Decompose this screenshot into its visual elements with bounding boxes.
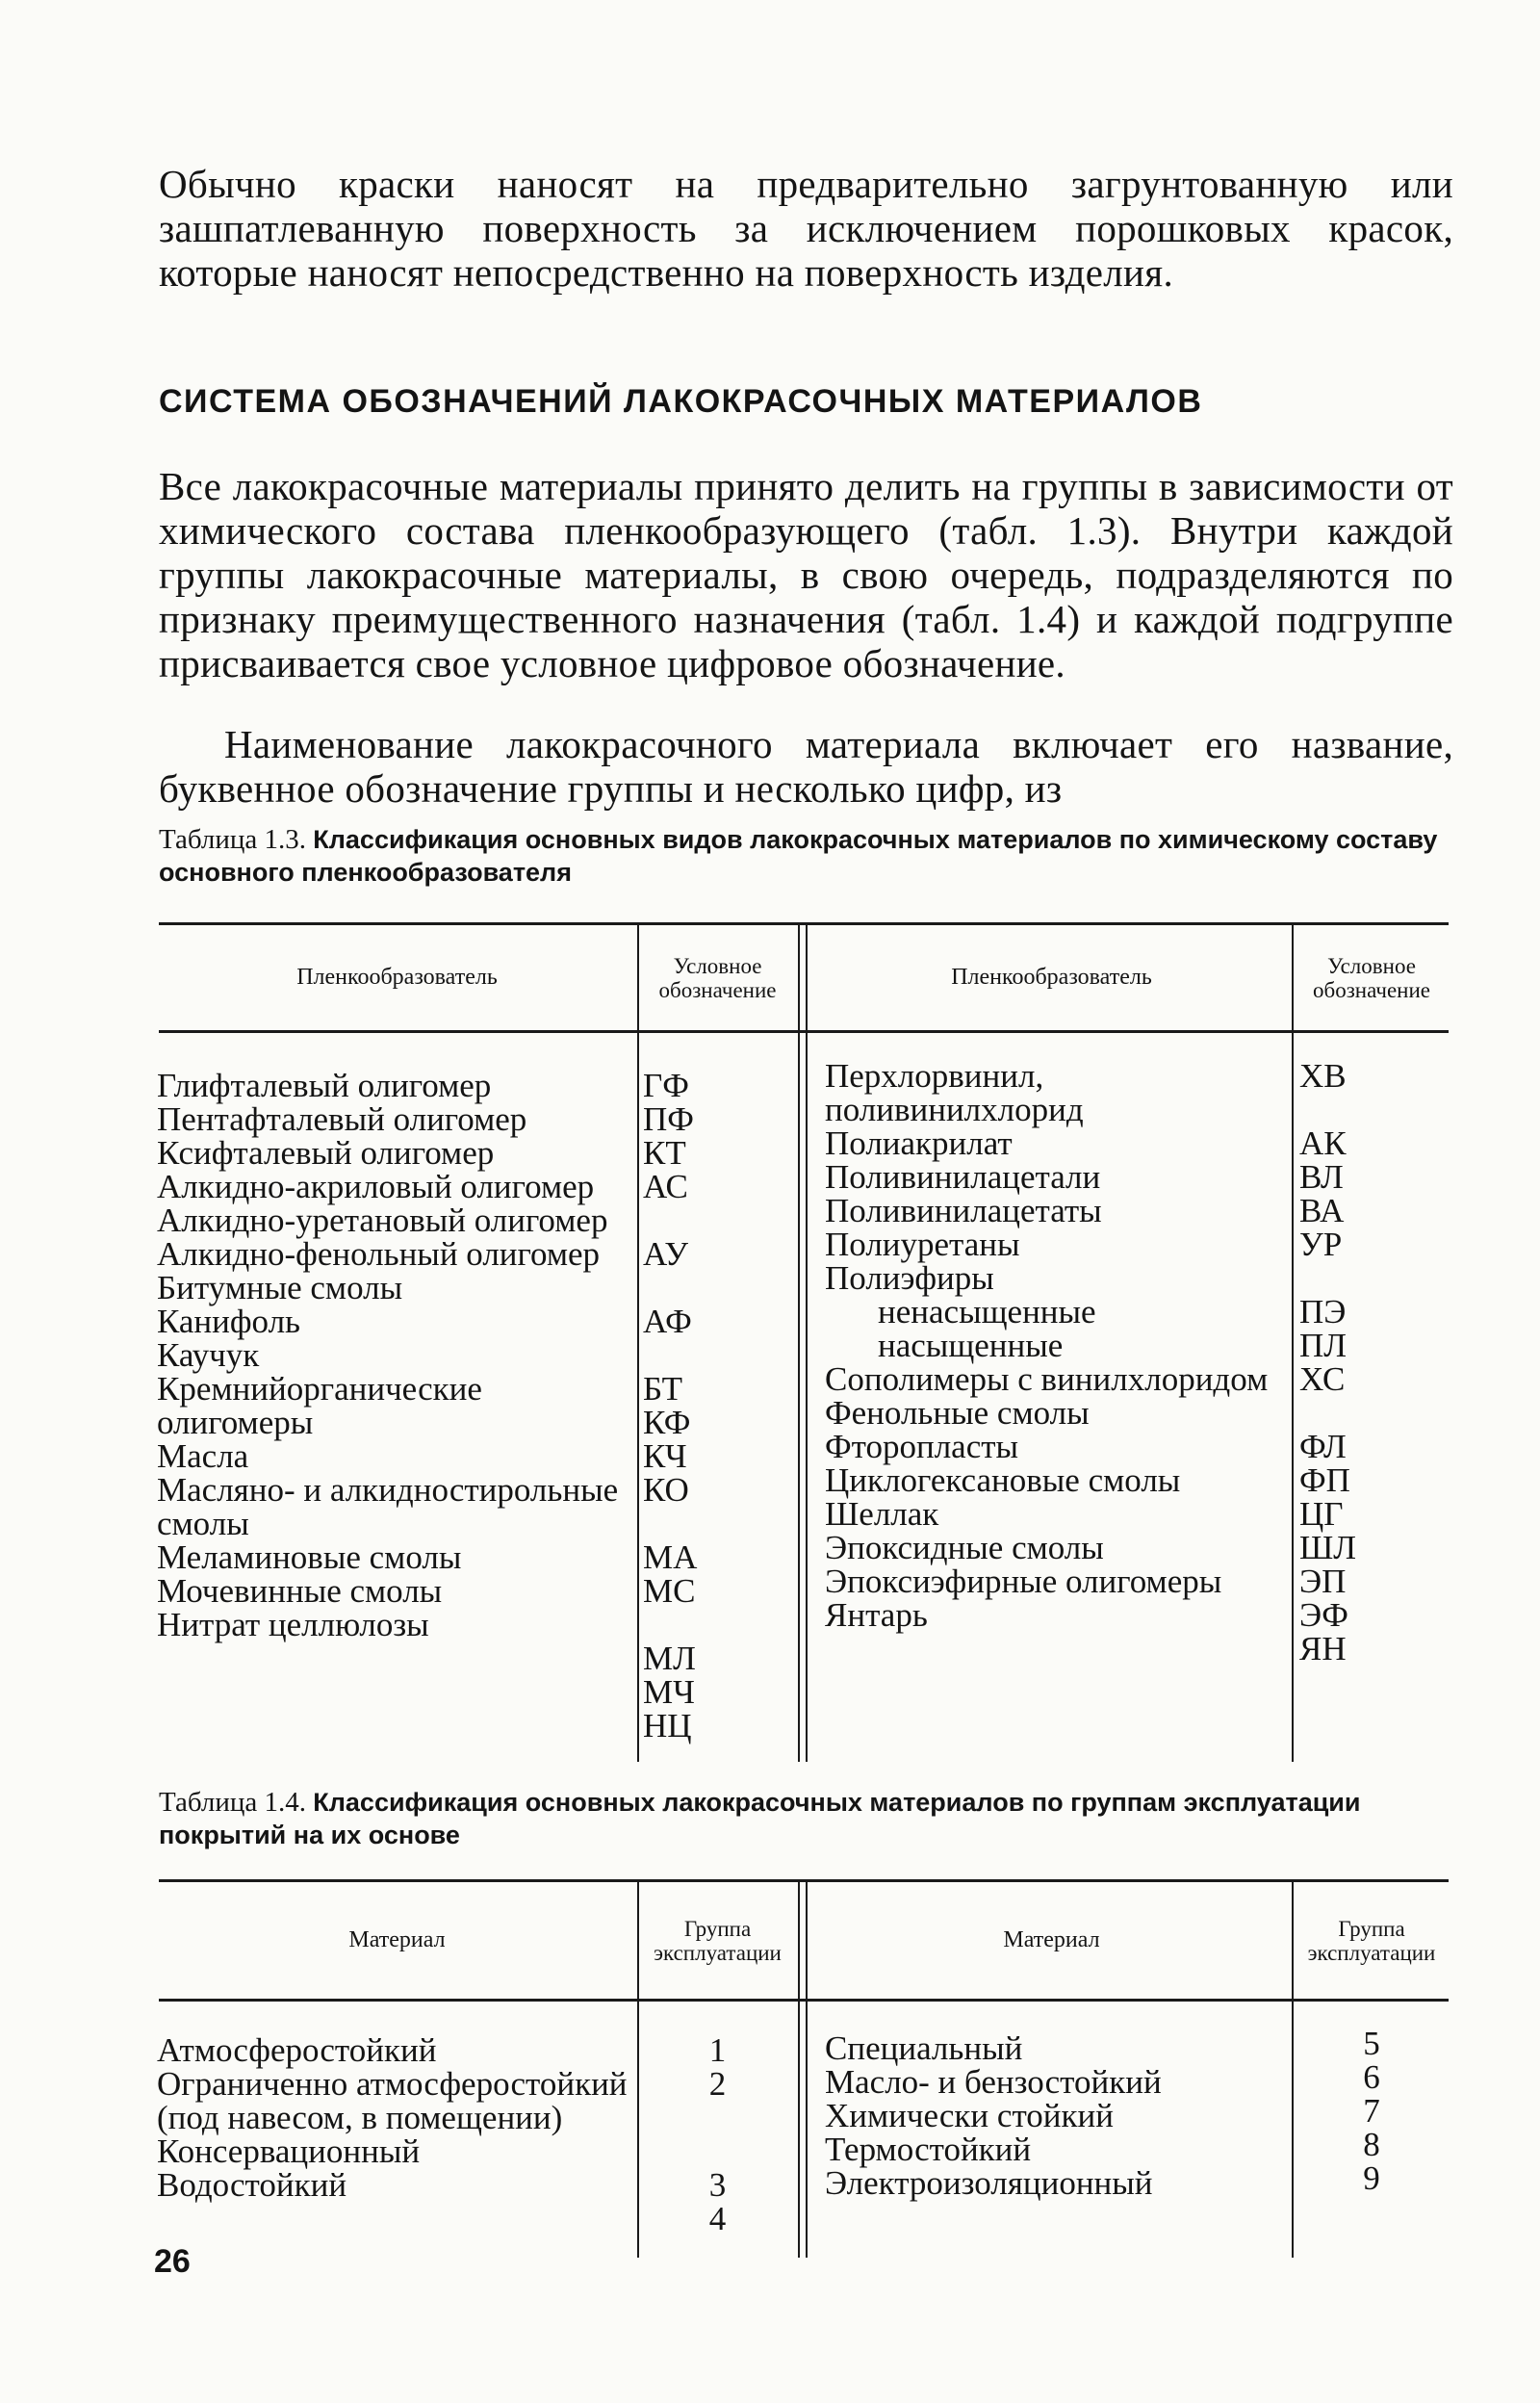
table-row-code: ФЛ <box>1299 1428 1347 1465</box>
table-1-3-caption <box>159 823 1453 889</box>
table-1-3-caption-title: Классификация основных видов лакокрасочных материалов по химическому составу основного пленкообразователя <box>159 825 1438 887</box>
table-row-group: 5 <box>1363 2025 1380 2062</box>
table-row-name: Меламиновые смолы <box>157 1538 462 1576</box>
table-1-3-divider-1 <box>637 924 639 1762</box>
table-row-name: Алкидно-фенольный олигомер <box>157 1235 601 1273</box>
table-row-code: ЭФ <box>1299 1596 1348 1634</box>
table-1-4-divider-3 <box>1292 1882 1294 2258</box>
table-row-name: Масляно- и алкидностирольные смолы <box>157 1471 619 1542</box>
table-row-name: Атмосферостойкий <box>157 2031 437 2069</box>
table-row-name: Шеллак <box>825 1495 939 1533</box>
table-row-name: Кремнийорганические олигомеры <box>157 1370 482 1441</box>
table-row-name: Термостойкий <box>825 2131 1032 2168</box>
table-row-name: Глифталевый олигомер <box>157 1067 492 1104</box>
table-1-4-header-group-2: Группа эксплуатации <box>1307 1917 1436 1965</box>
table-1-3-divider-3 <box>1292 924 1294 1762</box>
table-row-code: ЭП <box>1299 1563 1347 1600</box>
table-row-group: 9 <box>1363 2159 1380 2197</box>
table-row-code: УР <box>1299 1226 1343 1263</box>
table-row-name: Масла <box>157 1437 249 1475</box>
table-row-name: Ограниченно атмосферостойкий (под навесом, в помещении) <box>157 2065 628 2136</box>
table-1-4-divider-center <box>798 1882 808 2258</box>
table-row-code: АУ <box>643 1235 688 1273</box>
table-row-code: ВА <box>1299 1192 1345 1229</box>
section-paragraph-2: Наименование лакокрасочного материала включает его название, буквенное обозначение группы и несколько цифр, из <box>159 722 1453 811</box>
table-row-name: ненасыщенные <box>878 1293 1096 1331</box>
table-1-4-header-material: Материал <box>348 1927 446 1952</box>
table-row-name: Электроизоляционный <box>825 2164 1153 2202</box>
table-1-4-caption <box>159 1786 1453 1851</box>
table-row-code: МЧ <box>643 1673 695 1711</box>
table-row-name: Консервационный <box>157 2132 421 2170</box>
table-row-group: 2 <box>708 2065 727 2103</box>
table-row-name: Нитрат целлюлозы <box>157 1606 429 1643</box>
table-row-name: Мочевинные смолы <box>157 1572 443 1610</box>
table-row-group: 6 <box>1363 2058 1380 2096</box>
table-row-group: 1 <box>708 2031 727 2069</box>
table-row-name: Поливинилацетаты <box>825 1192 1102 1229</box>
table-row-name: Алкидно-акриловый олигомер <box>157 1168 595 1205</box>
table-row-code: ФП <box>1299 1461 1350 1499</box>
table-1-4-right-groups <box>1299 2027 1444 2195</box>
table-1-4-header-material-2: Материал <box>1003 1927 1100 1952</box>
table-1-4-caption-title: Классификация основных лакокрасочных материалов по группам эксплуатации покрытий на их основе <box>159 1788 1361 1849</box>
table-row-code: БТ <box>643 1370 683 1408</box>
table-row-name: Эпоксиэфирные олигомеры <box>825 1563 1222 1600</box>
table-1-3-caption-number: Таблица 1.3. <box>159 824 307 855</box>
page-number: 26 <box>154 2243 191 2280</box>
table-1-3-header-film-former: Пленкообразователь <box>296 965 498 990</box>
table-1-3-header-designation: Условное обозначение <box>658 954 777 1002</box>
table-row-code: ГФ <box>643 1067 689 1104</box>
table-1-4-left-names <box>157 2033 630 2202</box>
table-1-3-left-names <box>157 1069 630 1641</box>
table-row-name: Циклогексановые смолы <box>825 1461 1181 1499</box>
table-row-code: ЦГ <box>1299 1495 1344 1533</box>
table-row-code: ШЛ <box>1299 1529 1357 1566</box>
table-row-name: Пентафталевый олигомер <box>157 1100 527 1138</box>
table-1-4-left-groups <box>643 2033 792 2235</box>
table-row-code: МЛ <box>643 1640 696 1677</box>
table-1-4-header-group: Группа эксплуатации <box>654 1917 782 1965</box>
table-1-3-left-codes <box>643 1069 787 1743</box>
table-1-3-header-film-former-2: Пленкообразователь <box>951 965 1152 990</box>
table-row-name: Полиэфиры <box>825 1259 994 1297</box>
table-row-code: АК <box>1299 1124 1347 1162</box>
table-row-code: КТ <box>643 1134 686 1172</box>
table-row-name: Полиакрилат <box>825 1124 1013 1162</box>
section-paragraph-1: Все лакокрасочные материалы принято делить на группы в зависимости от химического состава пленкообразующего (табл. 1.3). Внутри каждой группы лакокрасочные материалы, в свою очередь, подразделяются по признаку преимущественного назначения (табл. 1.4) и каждой подгруппе присваивается свое условное цифровое обозначение. <box>159 464 1453 685</box>
table-row-code: ЯН <box>1299 1630 1347 1667</box>
table-row-name: Ксифталевый олигомер <box>157 1134 495 1172</box>
table-row-code: КО <box>643 1471 689 1509</box>
table-row-code: КЧ <box>643 1437 687 1475</box>
table-row-name: Сополимеры с винилхлоридом <box>825 1360 1269 1398</box>
table-row-code: КФ <box>643 1404 691 1441</box>
table-row-code: НЦ <box>643 1707 692 1744</box>
table-row-name: Битумные смолы <box>157 1269 403 1306</box>
table-row-code: АФ <box>643 1303 692 1340</box>
table-row-name: насыщенные <box>878 1327 1064 1364</box>
table-row-code: ВЛ <box>1299 1158 1344 1196</box>
table-1-4-caption-number: Таблица 1.4. <box>159 1787 307 1818</box>
table-row-name: Масло- и бензостойкий <box>825 2063 1162 2101</box>
table-row-code: ПЭ <box>1299 1293 1347 1331</box>
table-row-code: ПФ <box>643 1100 694 1138</box>
table-1-3-header-designation-2: Условное обозначение <box>1313 954 1430 1002</box>
section-heading: СИСТЕМА ОБОЗНАЧЕНИЙ ЛАКОКРАСОЧНЫХ МАТЕРИАЛОВ <box>159 383 1203 420</box>
table-row-code: ХС <box>1299 1360 1346 1398</box>
table-row-name: Поливинилацетали <box>825 1158 1101 1196</box>
table-row-name: Янтарь <box>825 1596 928 1634</box>
intro-paragraph: Обычно краски наносят на предварительно загрунтованную или зашпатлеванную поверхность за исключением порошковых красок, которые наносят непосредственно на поверхность изделия. <box>159 162 1453 295</box>
table-row-name: Каучук <box>157 1336 260 1374</box>
table-1-4-divider-1 <box>637 1882 639 2258</box>
table-1-3-right-codes <box>1299 1059 1444 1666</box>
table-row-code: АС <box>643 1168 688 1205</box>
table-row-name: Перхлорвинил, поливинилхлорид <box>825 1057 1084 1128</box>
table-row-code: ПЛ <box>1299 1327 1348 1364</box>
table-1-3-divider-center <box>798 924 808 1762</box>
table-row-name: Химически стойкий <box>825 2097 1114 2134</box>
table-row-name: Эпоксидные смолы <box>825 1529 1104 1566</box>
table-row-group: 8 <box>1363 2126 1380 2163</box>
table-row-code: МС <box>643 1572 696 1610</box>
table-row-name: Полиуретаны <box>825 1226 1020 1263</box>
table-row-name: Алкидно-уретановый олигомер <box>157 1202 608 1239</box>
table-1-4-right-names <box>825 2031 1285 2200</box>
table-row-name: Канифоль <box>157 1303 301 1340</box>
table-1-3-right-names <box>825 1059 1285 1632</box>
table-row-code: ХВ <box>1299 1057 1347 1095</box>
table-row-name: Водостойкий <box>157 2166 347 2204</box>
table-row-group: 3 <box>708 2166 727 2204</box>
table-row-name: Фенольные смолы <box>825 1394 1090 1432</box>
table-row-group: 7 <box>1363 2092 1380 2130</box>
table-row-code: МА <box>643 1538 698 1576</box>
table-row-name: Фторопласты <box>825 1428 1019 1465</box>
table-row-code <box>1299 1261 1444 1295</box>
table-row-group: 4 <box>708 2200 727 2237</box>
table-row-name: Специальный <box>825 2029 1023 2067</box>
